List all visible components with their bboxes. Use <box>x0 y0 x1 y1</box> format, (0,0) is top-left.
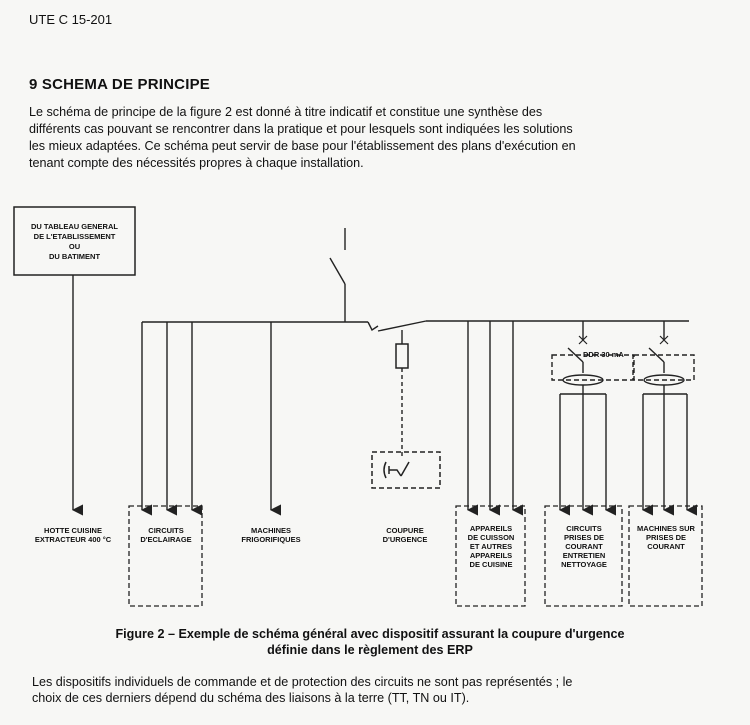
ddr-label: DDR 30 mA <box>583 350 624 359</box>
label-cooking <box>458 524 524 569</box>
contactor-blade <box>378 321 426 331</box>
intro-line: Le schéma de principe de la figure 2 est donné à titre indicatif et constitue une synthèse des <box>29 105 543 119</box>
label-line: EXTRACTEUR 400 °C <box>34 535 112 544</box>
origin-line: DE L'ETABLISSEMENT <box>33 232 116 241</box>
note-line: choix de ces derniers dépend du schéma des liaisons à la terre (TT, TN ou IT). <box>32 691 470 705</box>
label-line: FRIGORIFIQUES <box>241 535 301 544</box>
label-line: PRISES DE <box>645 533 686 542</box>
label-line: DE CUISSON <box>467 533 515 542</box>
label-lighting <box>131 526 201 544</box>
label-line: MACHINES <box>250 526 291 535</box>
label-line: MACHINES SUR <box>637 524 695 533</box>
group-machines-frame <box>629 506 702 606</box>
label-line: ENTRETIEN <box>562 551 606 560</box>
label-machine-sockets <box>631 524 701 551</box>
section-title: 9 SCHEMA DE PRINCIPE <box>29 76 210 93</box>
label-line: APPAREILS <box>469 551 513 560</box>
label-line: D'ECLAIRAGE <box>140 535 192 544</box>
footnote <box>32 674 712 706</box>
label-line: CIRCUITS <box>566 524 602 533</box>
caption-line: définie dans le règlement des ERP <box>267 643 473 657</box>
label-line: HOTTE CUISINE <box>44 526 102 535</box>
origin-box-label <box>16 222 133 262</box>
origin-line: OU <box>68 242 81 251</box>
emergency-button-box <box>372 452 440 488</box>
label-line: CIRCUITS <box>148 526 184 535</box>
label-sockets-cleaning <box>547 524 621 569</box>
label-line: D'URGENCE <box>382 535 428 544</box>
label-line: ET AUTRES <box>469 542 513 551</box>
origin-line: DU BATIMENT <box>48 252 101 261</box>
label-line: NETTOYAGE <box>561 560 607 569</box>
group-lighting-frame <box>129 506 202 606</box>
main-switch-blade <box>330 258 345 284</box>
label-line: DE CUISINE <box>469 560 513 569</box>
figure-caption <box>30 626 710 658</box>
intro-line: différents cas pouvant se rencontrer dans la pratique et pour lesquels sont indiquées les solutions <box>29 122 573 136</box>
label-hotte <box>23 526 123 544</box>
caption-line: Figure 2 – Exemple de schéma général avec dispositif assurant la coupure d'urgence <box>115 627 625 641</box>
document-reference: UTE C 15-201 <box>29 12 113 27</box>
label-refrigeration <box>226 526 316 544</box>
note-line: Les dispositifs individuels de commande et de protection des circuits ne sont pas représentés ; le <box>32 675 573 689</box>
label-line: COURANT <box>565 542 603 551</box>
label-line: COUPURE <box>386 526 424 535</box>
intro-line: les mieux adaptées. Ce schéma peut servir de base pour l'établissement des plans d'exécution en <box>29 139 576 153</box>
label-line: APPAREILS <box>469 524 513 533</box>
label-emergency-cutoff <box>370 526 440 544</box>
intro-line: tenant compte des nécessités propres à chaque installation. <box>29 156 364 170</box>
emergency-button-icon <box>389 462 409 476</box>
origin-line: DU TABLEAU GENERAL <box>31 222 118 231</box>
emergency-button-head <box>384 462 386 478</box>
emergency-contactor <box>368 322 378 330</box>
coil <box>396 344 408 368</box>
label-line: COURANT <box>647 542 685 551</box>
label-line: PRISES DE <box>563 533 604 542</box>
